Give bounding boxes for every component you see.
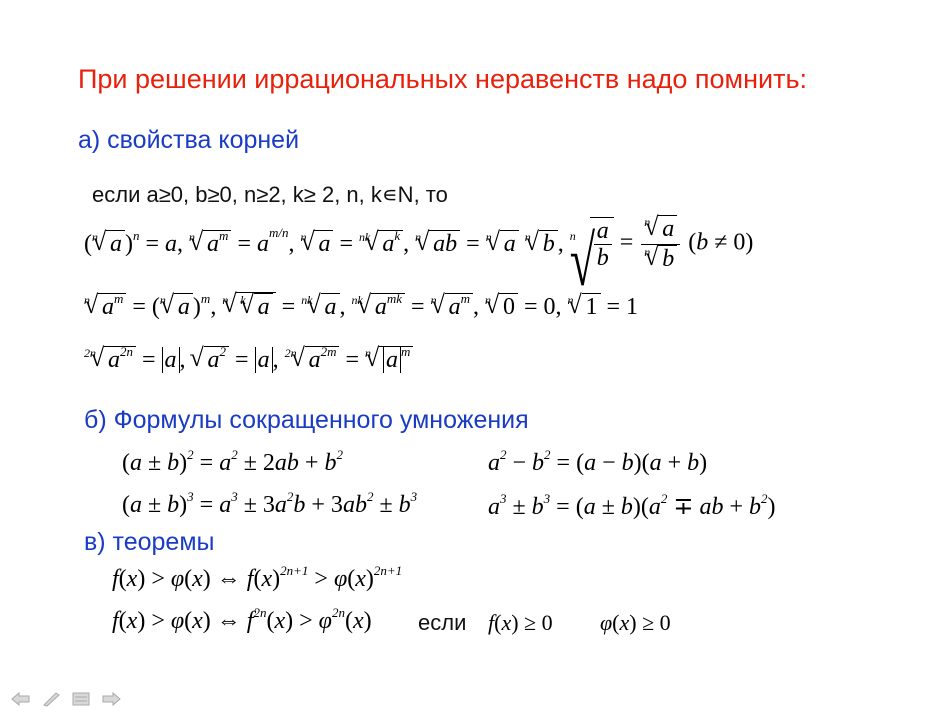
theorem-odd-power: f(x) > φ(x) ⇔ $f(x)^{2n+1} > \varphi(x)^{2n+1}$ bbox=[112, 563, 403, 592]
theorem-if-word: если bbox=[418, 610, 467, 635]
condition-text: если a≥0, b≥0, n≥2, k≥ 2, n, k∊N, то bbox=[92, 182, 448, 207]
arrow-right-icon[interactable] bbox=[100, 691, 122, 712]
formula-difference-of-squares: $a^2 - b^2 = (a - b)(a + b)$ bbox=[488, 447, 708, 476]
slide-title: При решении иррациональных неравенств надо помнить: bbox=[78, 64, 808, 94]
menu-icon[interactable] bbox=[70, 691, 92, 712]
root-properties-row-1: ($^n$√ a )$^n$ = a, $^n$√ $a^m = a^{m/n}$, $^n$√ a = $^{nk}$√ $a^k$ , $^n$√ ab = $^n$√ a $^n$√ b , $^n$ √ $\frac{a}{b}$ = $\frac{^n√ a}{^n√ b}$ (b ≠ 0) bbox=[84, 212, 753, 276]
formula-square-sum: $(a \pm b)^2 = a^2 \pm 2ab + b^2$ bbox=[122, 447, 343, 476]
section-c-heading: в) теоремы bbox=[84, 528, 215, 556]
pen-icon[interactable] bbox=[40, 691, 62, 712]
formula-sum-of-cubes: $a^3 \pm b^3 = (a \pm b)(a^2$ ∓ ab + $b^2$) bbox=[488, 491, 776, 520]
section-b-heading: б) Формулы сокращенного умножения bbox=[84, 406, 529, 434]
slide-navigation bbox=[10, 691, 122, 712]
condition-phi-nonnegative: φ(x) ≥ 0 bbox=[600, 610, 671, 635]
section-a-heading: а) свойства корней bbox=[78, 126, 300, 154]
arrow-left-icon[interactable] bbox=[10, 691, 32, 712]
root-properties-row-2: $^n$√ $a^m = (^n√$ a )$^m$, $^n$√ $^k$√ a = $^{nk}$√ a , $^{nk}$√ $a^{mk} = ^n√$ $a^m$ , $^n$√ 0 = 0, $^n$√ 1 = 1 bbox=[84, 292, 638, 322]
root-properties-row-3: $^{2n}$√ $a^{2n} = a$ , √ $a^2 = a$ , $^{2n}$√ $a^{2m} = ^n√$ a $^m$ bbox=[84, 346, 413, 375]
formula-cube-sum: $(a \pm b)^3 = a^3 \pm 3a^2b + 3ab^2 \pm b^3$ bbox=[122, 489, 418, 518]
theorem-even-power: f(x) > φ(x) ⇔ $f^{2n}(x) > \varphi^{2n}(x)$ bbox=[112, 605, 372, 634]
condition-f-nonnegative: f(x) ≥ 0 bbox=[488, 610, 553, 635]
